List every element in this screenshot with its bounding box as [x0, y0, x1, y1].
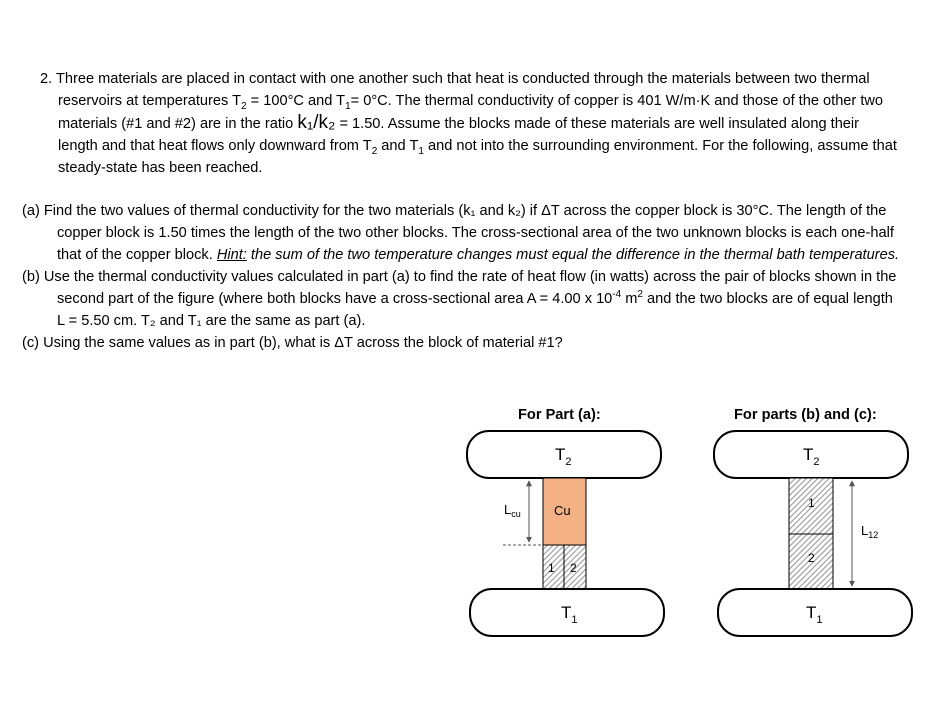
part-a: (a) Find the two values of thermal conductivity for the two materials (k₁ and k₂) if ΔT across the copper block is 30°C. The length of the copper block is 1.50 times the length of the two other blocks. The cross-sectional area of the two unknown blocks is each one-half that of the copper block. Hint: the sum of the two temperature changes must equal the difference in the thermal bath temperatures. — [22, 203, 900, 263]
label-t1-a: $T_1$ — [561, 603, 578, 626]
ratio-k1-k2: k₁/k₂ — [297, 112, 336, 133]
hint-label: Hint: — [216, 247, 247, 263]
figure-title-part-a: For Part (a): — [518, 407, 601, 423]
problem-number: 2. — [40, 71, 53, 87]
intro-text-1: Three materials are placed in contact with one another such that heat is conducted through the materials between two thermal reservoirs at temperatures T — [55, 71, 870, 109]
label-t2-a: $T_2$ — [555, 445, 572, 468]
block-1-bc-label: 1 — [808, 496, 815, 510]
part-b: (b) Use the thermal conductivity values calculated in part (a) to find the rate of heat flow (in watts) across the pair of blocks shown in the second part of the figure (where both blocks have a cross-sectional area A = 4.00 x $10^{-4}$ $m^2$ and the two blocks are of equal length L = 5.50 cm. T₂ and T₁ are the same as part (a). — [22, 269, 897, 329]
part-c: (c) Using the same values as in part (b), what is ΔT across the block of material #1? — [22, 335, 563, 351]
label-t2-bc: $T_2$ — [803, 445, 820, 468]
copper-label: Cu — [554, 503, 571, 518]
problem-intro: 2. Three materials are placed in contact with one another such that heat is conducted through the materials between two thermal reservoirs at temperatures $T_2 = 100^\circ C$ and $T_1= 0^\circ C$. The thermal conductivity of copper is 401 W/m·K and those of the other two materials (#1 and #2) are in the ratio k₁/k₂ = 1.50. Assume the blocks made of these materials are well insulated along their length and that heat flows only downward from $T_2$ and $T_1$ and not into the surrounding environment. For the following, assume that steady-state has been reached. — [40, 71, 897, 176]
l12-label: $L_{12}$ — [861, 523, 879, 540]
figure-parts-bc — [714, 431, 912, 636]
figure-title-parts-bc: For parts (b) and (c): — [734, 407, 877, 423]
hint-text: the sum of the two temperature changes must equal the difference in the thermal bath temperatures. — [246, 247, 900, 263]
block-1-a-label: 1 — [548, 561, 555, 575]
block-2-bc-label: 2 — [808, 551, 815, 565]
block-2-a-label: 2 — [570, 561, 577, 575]
figure-part-a — [467, 431, 664, 636]
lcu-label: $L_{cu}$ — [504, 502, 521, 519]
label-t1-bc: $T_1$ — [806, 603, 823, 626]
